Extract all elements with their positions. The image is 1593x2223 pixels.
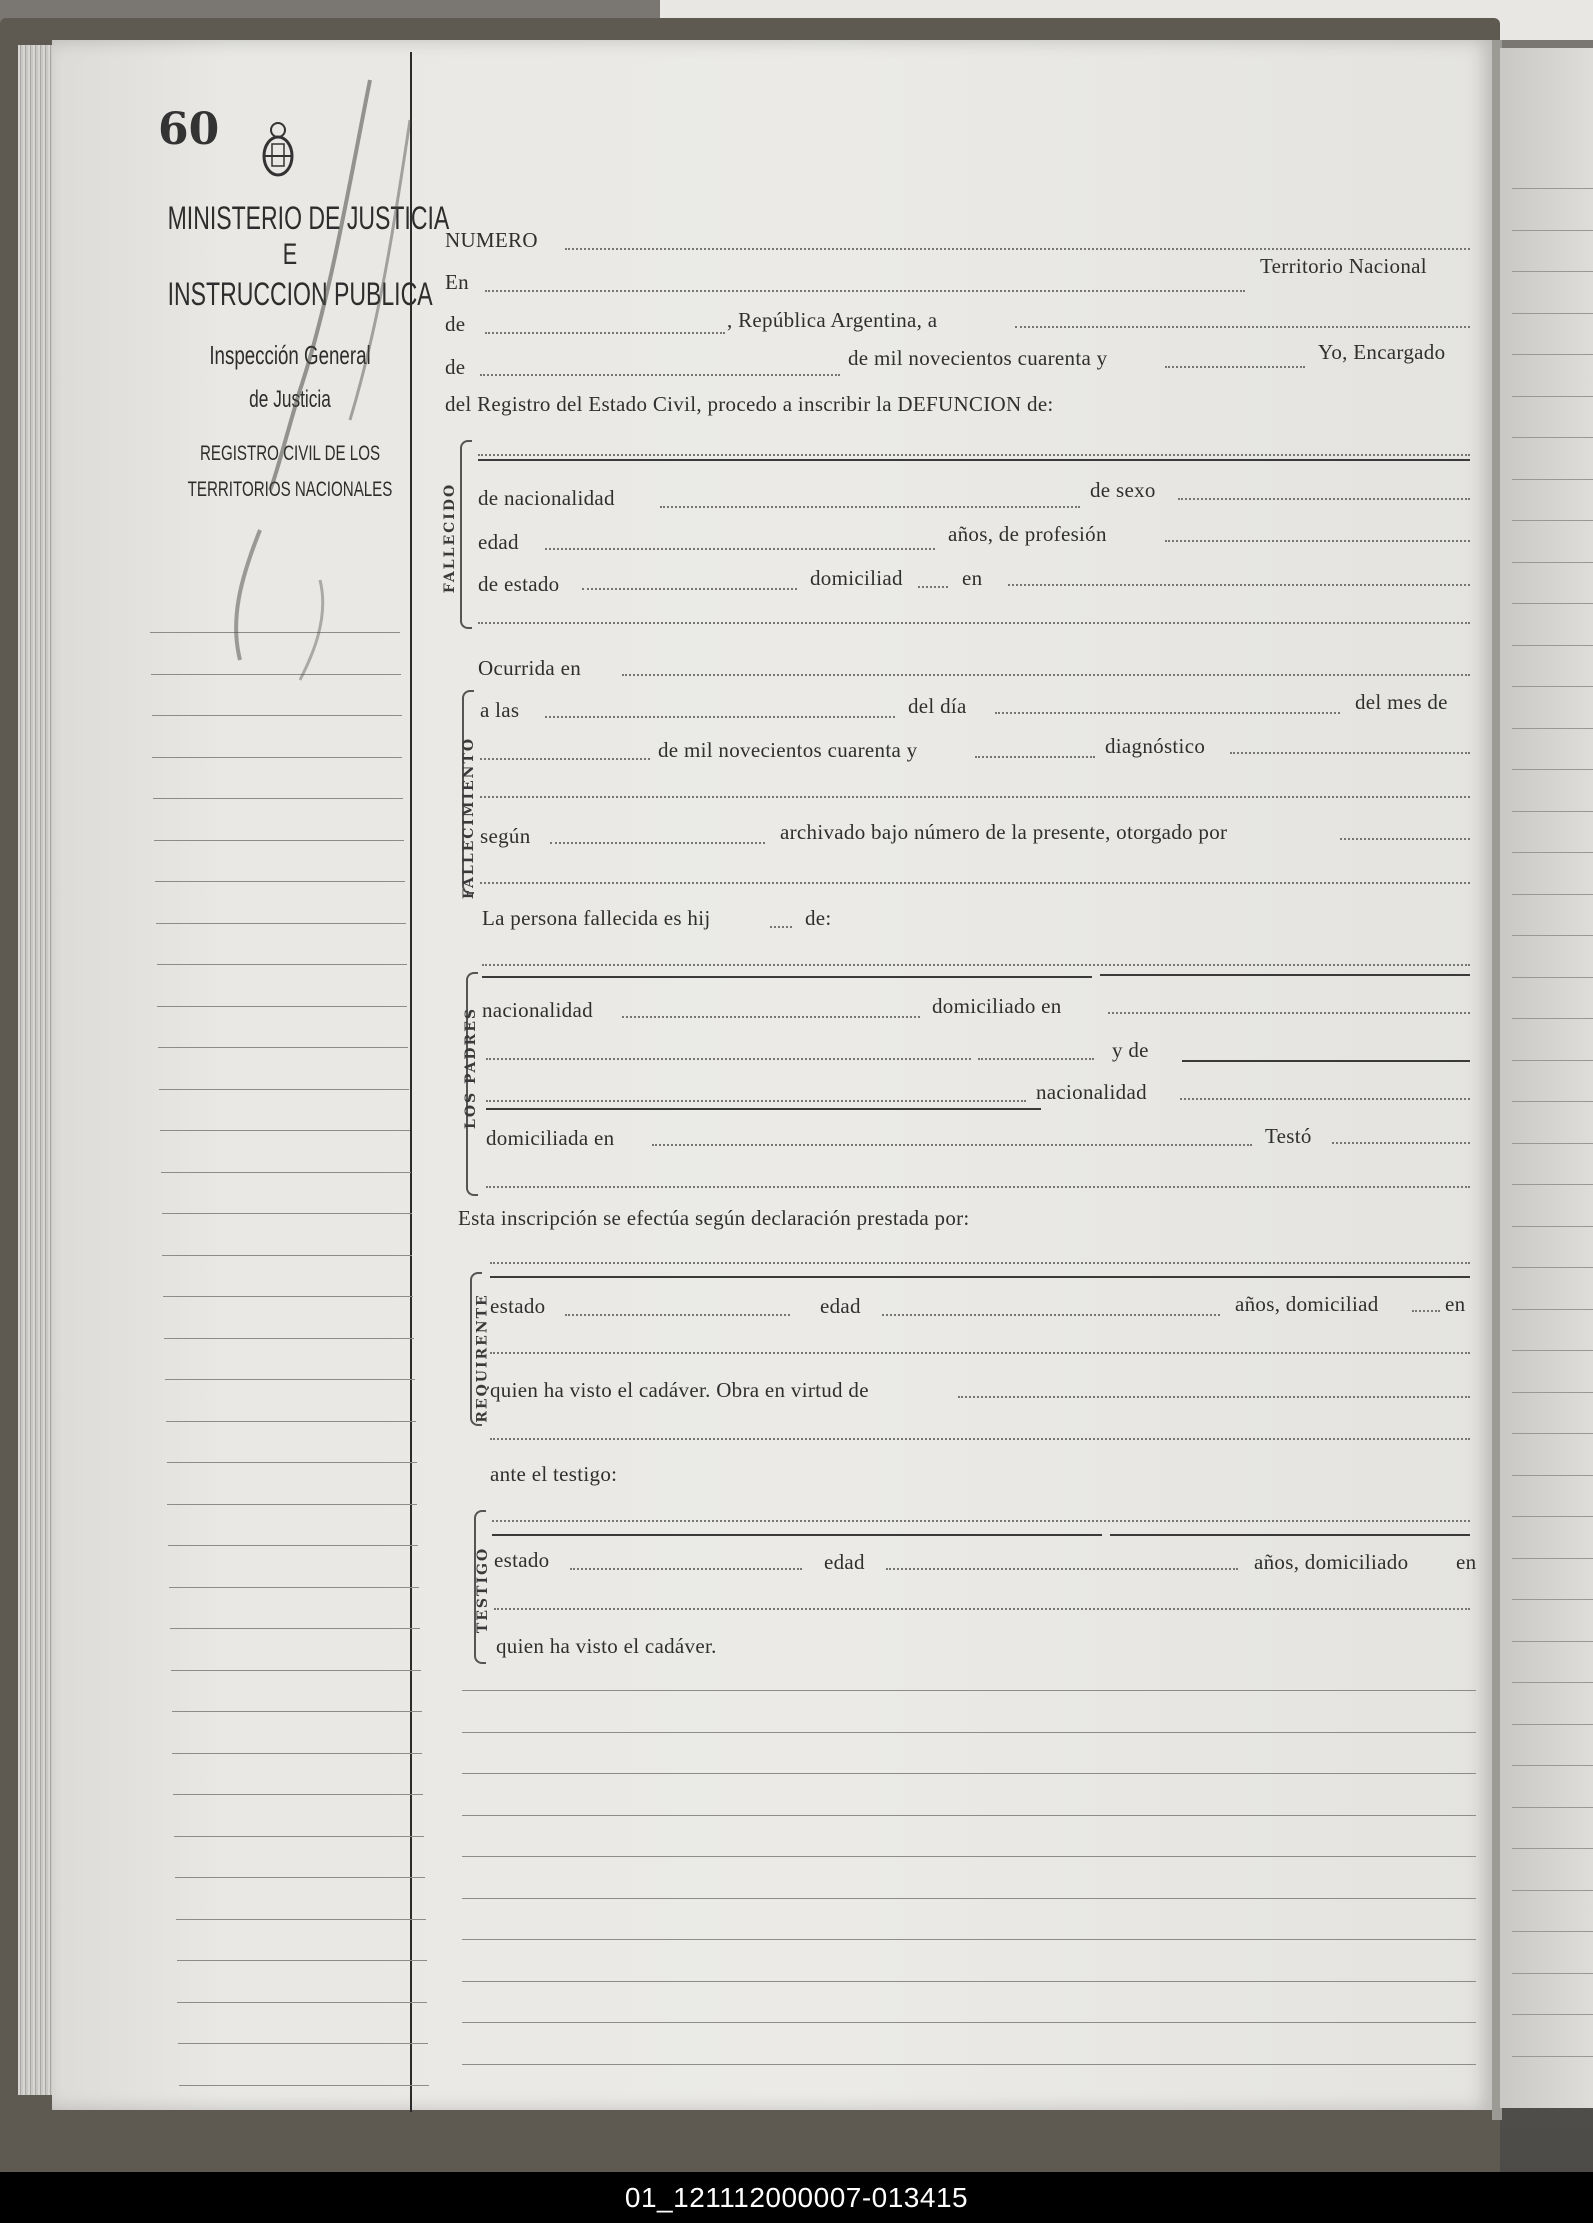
margin-ruled-line xyxy=(168,1545,418,1546)
margin-ruled-line xyxy=(167,1462,417,1463)
next-page-line xyxy=(1512,603,1593,604)
next-page-line xyxy=(1512,230,1593,231)
label-y-de: y de xyxy=(1112,1038,1149,1062)
label-nacionalidad-padre: nacionalidad xyxy=(482,998,593,1022)
next-page-line xyxy=(1512,1558,1593,1559)
field-otorgado-2 xyxy=(480,882,1470,884)
margin-ruled-line xyxy=(167,1504,417,1505)
label-yo: Yo, Encargado xyxy=(1318,340,1446,364)
next-page-line xyxy=(1512,1184,1593,1185)
label-ocurrida: Ocurrida en xyxy=(478,656,581,680)
inspection-line-1: Inspección General xyxy=(209,340,371,370)
brace-fallecido xyxy=(460,440,472,629)
label-estado-req: estado xyxy=(490,1294,546,1318)
field-estado-req xyxy=(565,1314,790,1316)
margin-ruled-line xyxy=(173,1794,423,1795)
next-page-line xyxy=(1512,1060,1593,1061)
label-republica: , República Argentina, a xyxy=(727,308,938,332)
next-page-line xyxy=(1512,1516,1593,1517)
field-domicilio-padre xyxy=(1108,1012,1470,1014)
label-segun: según xyxy=(480,824,531,848)
rule-y-de xyxy=(1182,1060,1470,1062)
field-mes xyxy=(480,758,650,760)
next-page-line xyxy=(1512,977,1593,978)
field-testo-2 xyxy=(486,1186,1470,1188)
label-estado-testigo: estado xyxy=(494,1548,550,1572)
body-ruled-line xyxy=(462,2022,1476,2023)
field-fallecido-name xyxy=(478,454,1470,456)
field-domicilio-madre xyxy=(652,1144,1252,1146)
label-de-1: de xyxy=(445,312,466,336)
next-page-line xyxy=(1512,1807,1593,1808)
label-en-testigo: en xyxy=(1456,1550,1477,1574)
margin-ruled-line xyxy=(178,2043,428,2044)
margin-ruled-line xyxy=(169,1587,419,1588)
field-testo xyxy=(1332,1142,1470,1144)
label-del-registro: del Registro del Estado Civil, procedo a inscribir la DEFUNCION de: xyxy=(445,392,1054,416)
rule-testigo-2 xyxy=(1110,1534,1470,1536)
margin-ruled-line xyxy=(177,1960,427,1961)
field-obra-2 xyxy=(490,1438,1470,1440)
side-label-testigo: TESTIGO xyxy=(475,1546,492,1634)
margin-ruled-line xyxy=(165,1379,415,1380)
label-en-req: en xyxy=(1445,1292,1466,1316)
field-domicilio-req xyxy=(490,1352,1470,1354)
field-domicilio-padre-2 xyxy=(486,1058,971,1060)
margin-ruled-line xyxy=(157,964,407,965)
field-year-2 xyxy=(975,756,1095,758)
rule-madre xyxy=(1100,974,1470,976)
label-territorio: Territorio Nacional xyxy=(1260,254,1427,278)
body-ruled-line xyxy=(462,1898,1476,1899)
side-label-requirente: REQUIRENTE xyxy=(474,1293,491,1423)
field-domicilio xyxy=(1008,584,1470,586)
field-estado-testigo xyxy=(570,1568,802,1570)
next-page-line xyxy=(1512,1682,1593,1683)
label-quien-req: quien ha visto el cadáver. Obra en virtud de xyxy=(490,1378,869,1402)
field-edad xyxy=(545,548,935,550)
margin-ruled-line xyxy=(170,1628,420,1629)
field-domiciliad-req-suffix xyxy=(1412,1310,1440,1312)
body-ruled-line xyxy=(462,2064,1476,2065)
next-page-line xyxy=(1512,1143,1593,1144)
next-page-line xyxy=(1512,1433,1593,1434)
next-page-line xyxy=(1512,1018,1593,1019)
field-domicilio-padre-3 xyxy=(978,1058,1094,1060)
field-nacionalidad-madre xyxy=(1180,1098,1470,1100)
field-a xyxy=(1015,326,1470,328)
field-diagnostico xyxy=(1230,752,1470,754)
ministry-line-1: MINISTERIO DE JUSTICIA xyxy=(167,200,450,236)
label-diagnostico: diagnóstico xyxy=(1105,734,1206,758)
margin-ruled-line xyxy=(152,757,402,758)
label-de-padres: de: xyxy=(805,906,832,930)
body-ruled-line xyxy=(462,1981,1476,1982)
field-dia xyxy=(995,712,1340,714)
field-testigo xyxy=(492,1520,1470,1522)
field-sexo xyxy=(1178,498,1470,500)
margin-ruled-line xyxy=(163,1296,413,1297)
body-ruled-line xyxy=(462,1939,1476,1940)
margin-ruled-line xyxy=(154,840,404,841)
field-domicilio-2 xyxy=(478,622,1470,624)
body-ruled-line xyxy=(462,1690,1476,1691)
label-estado: de estado xyxy=(478,572,560,596)
label-testo: Testó xyxy=(1265,1124,1312,1148)
body-ruled-line xyxy=(462,1815,1476,1816)
next-page-line xyxy=(1512,894,1593,895)
page-number: 60 xyxy=(158,104,220,155)
label-numero: NUMERO xyxy=(445,228,538,252)
field-diagnostico-2 xyxy=(480,796,1470,798)
field-estado xyxy=(582,588,797,590)
next-page-line xyxy=(1512,811,1593,812)
label-quien-testigo: quien ha visto el cadáver. xyxy=(496,1634,717,1658)
registry-line-1: REGISTRO CIVIL DE LOS xyxy=(199,442,381,465)
side-label-fallecido: FALLECIDO xyxy=(442,482,459,594)
label-del-dia: del día xyxy=(908,694,967,718)
body-ruled-line xyxy=(462,1773,1476,1774)
field-de-2 xyxy=(480,374,840,376)
label-archivado: archivado bajo número de la presente, otorgado por xyxy=(780,820,1228,844)
side-label-padres: LOS PADRES xyxy=(462,1007,479,1129)
label-domiciliada: domiciliada en xyxy=(486,1126,615,1150)
field-domicilio-testigo xyxy=(494,1608,1470,1610)
next-page-line xyxy=(1512,935,1593,936)
next-page-line xyxy=(1512,1890,1593,1891)
rule-requirente xyxy=(490,1276,1470,1278)
label-domiciliad-req: años, domiciliad xyxy=(1235,1292,1379,1316)
label-requirente-intro: Esta inscripción se efectúa según declaración prestada por: xyxy=(458,1206,970,1230)
field-padre xyxy=(482,964,1470,966)
field-otorgado xyxy=(1340,838,1470,840)
field-edad-req xyxy=(882,1314,1220,1316)
margin-ruled-line xyxy=(160,1130,410,1131)
margin-ruled-line xyxy=(152,715,402,716)
image-caption: 01_121112000007-013415 xyxy=(0,2172,1593,2223)
next-page-line xyxy=(1512,852,1593,853)
margin-ruled-line xyxy=(175,1877,425,1878)
margin-ruled-line xyxy=(164,1338,414,1339)
margin-ruled-line xyxy=(174,1836,424,1837)
next-page-line xyxy=(1512,1599,1593,1600)
field-hora xyxy=(545,716,895,718)
next-page-line xyxy=(1512,313,1593,314)
label-edad-req: edad xyxy=(820,1294,861,1318)
margin-ruled-line xyxy=(166,1421,416,1422)
margin-ruled-line xyxy=(162,1213,412,1214)
next-page-line xyxy=(1512,1931,1593,1932)
label-domiciliado-testigo: años, domiciliado xyxy=(1254,1550,1409,1574)
next-page-line xyxy=(1512,437,1593,438)
label-domiciliado: domiciliado en xyxy=(932,994,1062,1018)
field-ocurrida xyxy=(622,674,1470,676)
margin-ruled-line xyxy=(153,798,403,799)
field-domiciliad-suffix xyxy=(918,586,948,588)
label-domiciliad: domiciliad xyxy=(810,566,903,590)
label-del-mes: del mes de xyxy=(1355,690,1448,714)
body-ruled-line xyxy=(462,1732,1476,1733)
margin-ruled-line xyxy=(161,1172,411,1173)
margin-ruled-line xyxy=(162,1255,412,1256)
label-de-mil-2: de mil novecientos cuarenta y xyxy=(658,738,918,762)
label-en: En xyxy=(445,270,469,294)
next-page-line xyxy=(1512,562,1593,563)
next-page-line xyxy=(1512,1848,1593,1849)
ministry-line-3: INSTRUCCION PUBLICA xyxy=(167,276,433,312)
label-de-2: de xyxy=(445,355,466,379)
margin-ruled-line xyxy=(179,2085,429,2086)
next-page-line xyxy=(1512,1101,1593,1102)
next-page-line xyxy=(1512,1309,1593,1310)
field-segun xyxy=(550,842,765,844)
margin-ruled-line xyxy=(159,1089,409,1090)
field-de-1 xyxy=(485,332,725,334)
margin-ruled-line xyxy=(172,1711,422,1712)
label-en-domicilio: en xyxy=(962,566,983,590)
next-page-line xyxy=(1512,1392,1593,1393)
margin-ruled-line xyxy=(171,1670,421,1671)
label-nacionalidad-madre: nacionalidad xyxy=(1036,1080,1147,1104)
registry-line-2: TERRITORIOS NACIONALES xyxy=(187,478,393,501)
next-page-line xyxy=(1512,645,1593,646)
next-page-line xyxy=(1512,1724,1593,1725)
next-page-line xyxy=(1512,354,1593,355)
field-profesion xyxy=(1165,540,1470,542)
label-sexo: de sexo xyxy=(1090,478,1156,502)
next-page-line xyxy=(1512,1973,1593,1974)
label-testigo-intro: ante el testigo: xyxy=(490,1462,618,1486)
next-page-line xyxy=(1512,1267,1593,1268)
field-nacionalidad xyxy=(660,506,1080,508)
label-profesion: años, de profesión xyxy=(948,522,1107,546)
label-edad: edad xyxy=(478,530,519,554)
next-page-line xyxy=(1512,1765,1593,1766)
field-en xyxy=(485,290,1245,292)
field-obra xyxy=(958,1396,1470,1398)
label-hijo: La persona fallecida es hij xyxy=(482,906,711,930)
field-numero xyxy=(565,248,1470,250)
field-edad-testigo xyxy=(886,1568,1238,1570)
handwritten-annotation xyxy=(180,60,440,700)
ministry-line-2: E xyxy=(282,238,298,271)
margin-ruled-line xyxy=(158,1047,408,1048)
next-page-line xyxy=(1512,1350,1593,1351)
label-edad-testigo: edad xyxy=(824,1550,865,1574)
field-hijo-suffix xyxy=(770,926,792,928)
label-de-mil: de mil novecientos cuarenta y xyxy=(848,346,1108,370)
next-page-line xyxy=(1512,1226,1593,1227)
next-page-line xyxy=(1512,686,1593,687)
next-page-line xyxy=(1512,188,1593,189)
margin-ruled-line xyxy=(157,1006,407,1007)
label-a-las: a las xyxy=(480,698,520,722)
side-label-fallecimiento: FALLECIMIENTO xyxy=(461,736,478,900)
section-rule xyxy=(478,459,1470,461)
next-page-line xyxy=(1512,396,1593,397)
next-page-line xyxy=(1512,1641,1593,1642)
rule-madre-2 xyxy=(486,1108,1041,1110)
next-page-line xyxy=(1512,479,1593,480)
next-page-line xyxy=(1512,2014,1593,2015)
inspection-line-2: de Justicia xyxy=(249,386,331,413)
next-page-line xyxy=(1512,1475,1593,1476)
next-page-edge xyxy=(1500,48,1593,2108)
margin-ruled-line xyxy=(172,1753,422,1754)
rule-padre xyxy=(482,976,1092,978)
margin-ruled-line xyxy=(156,923,406,924)
label-nacionalidad: de nacionalidad xyxy=(478,486,615,510)
margin-ruled-line xyxy=(176,1919,426,1920)
field-madre xyxy=(486,1100,1026,1102)
field-nacionalidad-padre xyxy=(622,1016,920,1018)
next-page-line xyxy=(1512,769,1593,770)
next-page-line xyxy=(1512,728,1593,729)
body-ruled-line xyxy=(462,1856,1476,1857)
next-page-line xyxy=(1512,2056,1593,2057)
margin-ruled-line xyxy=(155,881,405,882)
rule-testigo xyxy=(492,1534,1102,1536)
margin-ruled-line xyxy=(177,2002,427,2003)
field-year xyxy=(1165,366,1305,368)
next-page-line xyxy=(1512,271,1593,272)
next-page-line xyxy=(1512,520,1593,521)
field-requirente xyxy=(490,1262,1470,1264)
